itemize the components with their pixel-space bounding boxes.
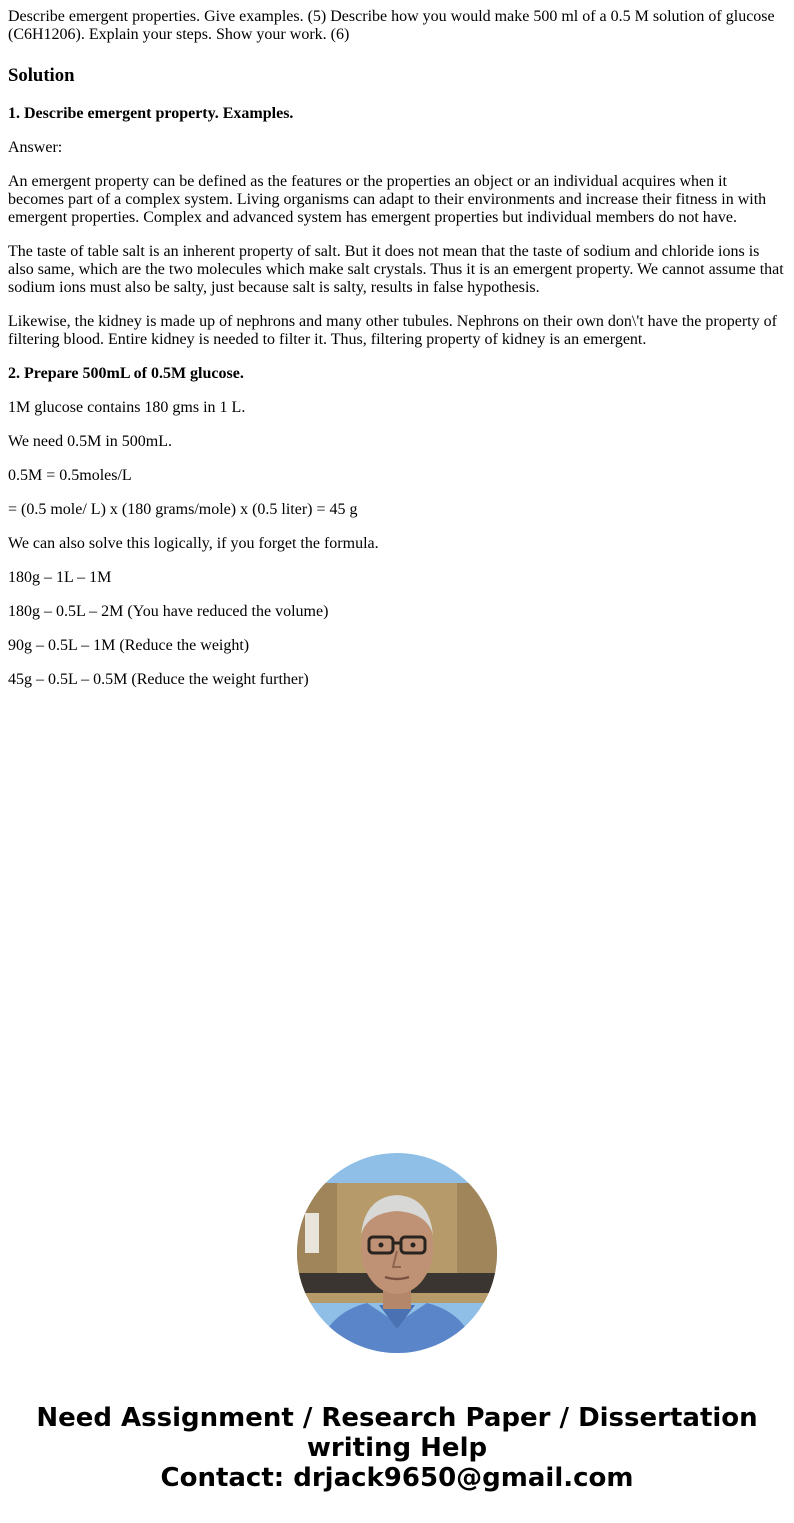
paragraph-emergent-definition: An emergent property can be defined as the features or the properties an object or an individual acquires when it becomes part of a complex system. Living organisms can adapt to their environments and increase their fitness in with emergent properties. Complex and advanced system has emergent properties but individual members do not have. xyxy=(8,173,767,226)
paragraph-kidney-example: Likewise, the kidney is made up of nephrons and many other tubules. Nephrons on their own don\'t have the property of filtering blood. Entire kidney is needed to filter it. Thus, filtering property of kidney is an emergent. xyxy=(8,313,777,348)
part2-heading: 2. Prepare 500mL of 0.5M glucose. xyxy=(8,365,244,382)
answer-label: Answer: xyxy=(8,139,63,156)
author-avatar xyxy=(297,1153,497,1353)
calc-line: = (0.5 mole/ L) x (180 grams/mole) x (0.5 liter) = 45 g xyxy=(8,501,358,518)
calc-line: 180g – 0.5L – 2M (You have reduced the volume) xyxy=(8,603,329,620)
part1-heading: 1. Describe emergent property. Examples. xyxy=(8,105,294,122)
question-text: Describe emergent properties. Give examples. (5) Describe how you would make 500 ml of a 0.5 M solution of glucose (C6H1206). Explain your steps. Show your work. (6) xyxy=(8,8,775,43)
calc-line: 0.5M = 0.5moles/L xyxy=(8,467,132,484)
document-body xyxy=(8,8,786,705)
calc-line: 180g – 1L – 1M xyxy=(8,569,112,586)
calc-line: 1M glucose contains 180 gms in 1 L. xyxy=(8,399,246,416)
paragraph-salt-example: The taste of table salt is an inherent property of salt. But it does not mean that the taste of sodium and chloride ions is also same, which are the two molecules which make salt crystals. Thus it is an emergent property. We cannot assume that sodium ions must also be salty, just because salt is salty, results in false hypothesis. xyxy=(8,243,784,296)
calc-line: We need 0.5M in 500mL. xyxy=(8,433,173,450)
calc-line: 45g – 0.5L – 0.5M (Reduce the weight further) xyxy=(8,671,309,688)
contact-line: Contact: drjack9650@gmail.com xyxy=(160,1463,634,1493)
promo-line: writing Help xyxy=(306,1433,488,1463)
calc-line: We can also solve this logically, if you forget the formula. xyxy=(8,535,379,552)
calc-line: 90g – 0.5L – 1M (Reduce the weight) xyxy=(8,637,250,654)
solution-heading: Solution xyxy=(8,65,75,86)
promo-footer xyxy=(0,1403,794,1493)
promo-line: Need Assignment / Research Paper / Dissertation xyxy=(36,1403,758,1433)
